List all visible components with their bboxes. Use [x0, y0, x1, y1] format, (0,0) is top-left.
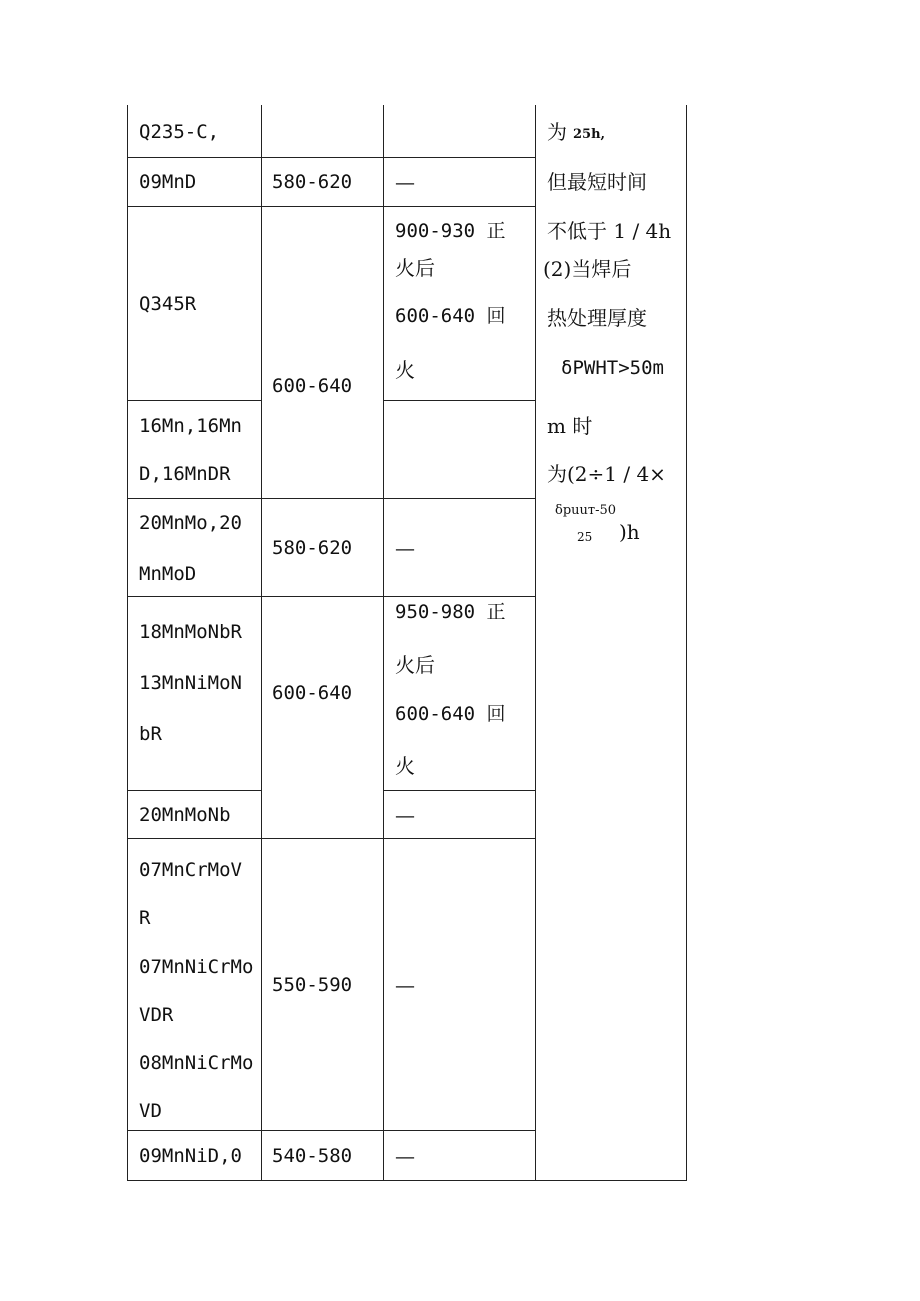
col-line-3 [535, 105, 536, 1181]
note-line-6: δPWHT>50m [561, 357, 664, 379]
cell-material-r8-l4: VDR [139, 1004, 174, 1026]
note-line-9: δpuuт-50 [555, 503, 617, 518]
row-line-4 [127, 498, 535, 499]
note-line-2: 但最短时间 [547, 170, 647, 194]
cell-material-r2: 09MnD [139, 171, 197, 193]
note-line-10b: )h [619, 520, 640, 544]
cell-material-r5-l1: 20MnMo,20 [139, 512, 242, 534]
row-line-5 [127, 596, 535, 597]
col-line-left [127, 105, 128, 1181]
note-line-3: 不低于 1 / 4h [547, 219, 672, 243]
note-line-4: (2)当焊后 [543, 257, 632, 281]
cell-material-r9: 09MnNiD,0 [139, 1145, 242, 1167]
cell-normalize-r5: — [395, 536, 415, 560]
cell-material-r8-l1: 07MnCrMoV [139, 859, 242, 881]
cell-material-r7: 20MnMoNb [139, 804, 231, 826]
cell-material-r8-l3: 07MnNiCrMo [139, 956, 254, 978]
row-line-6b [383, 790, 535, 791]
note-line-10a: 25 [577, 530, 593, 544]
cell-normalize-r3-l1: 900-930 正 [395, 220, 506, 242]
cell-material-r8-l6: VD [139, 1100, 162, 1122]
note-line-7: m 时 [547, 414, 593, 438]
note-line-1a: 为 [547, 120, 567, 144]
cell-normalize-r2: — [395, 170, 415, 194]
cell-material-r6-l2: 13MnNiMoN [139, 672, 242, 694]
cell-material-r6-l1: 18MnMoNbR [139, 621, 242, 643]
cell-material-r8-l5: 08MnNiCrMo [139, 1052, 254, 1074]
cell-temp-r5: 580-620 [272, 537, 353, 559]
cell-temp-r67: 600-640 [272, 682, 353, 704]
col-line-1 [261, 105, 262, 1181]
cell-normalize-r6-l3: 600-640 回 [395, 703, 506, 725]
row-line-bottom [127, 1180, 687, 1181]
col-line-right [686, 105, 687, 1181]
cell-normalize-r6-l4: 火 [395, 754, 415, 778]
row-line-3b [383, 400, 535, 401]
row-line-3a [127, 400, 261, 401]
row-line-2 [127, 206, 535, 207]
col-line-2 [383, 105, 384, 1181]
row-line-8 [127, 1130, 535, 1131]
cell-material-r8-l2: R [139, 907, 151, 929]
cell-temp-r34: 600-640 [272, 375, 353, 397]
cell-material-r3: Q345R [139, 293, 197, 315]
cell-normalize-r6-l1: 950-980 正 [395, 601, 506, 623]
row-line-7 [127, 838, 535, 839]
row-line-1 [127, 157, 535, 158]
cell-temp-r8: 550-590 [272, 974, 353, 996]
cell-temp-r2: 580-620 [272, 171, 353, 193]
cell-normalize-r8: — [395, 973, 415, 997]
note-line-8: 为(2÷1 / 4× [547, 462, 666, 486]
cell-material-r6-l3: bR [139, 723, 162, 745]
cell-material-r4-l1: 16Mn,16Mn [139, 415, 242, 437]
cell-normalize-r3-l4: 火 [395, 358, 415, 382]
note-line-5: 热处理厚度 [547, 306, 647, 330]
cell-normalize-r3-l2: 火后 [395, 256, 435, 280]
cell-material-r4-l2: D,16MnDR [139, 463, 231, 485]
cell-material-r1: Q235-C, [139, 121, 220, 143]
note-line-1b: 25h, [573, 127, 606, 142]
cell-normalize-r6-l2: 火后 [395, 653, 435, 677]
row-line-6a [127, 790, 261, 791]
cell-normalize-r7: — [395, 803, 415, 827]
cell-temp-r9: 540-580 [272, 1145, 353, 1167]
cell-normalize-r9: — [395, 1144, 415, 1168]
cell-normalize-r3-l3: 600-640 回 [395, 305, 506, 327]
cell-material-r5-l2: MnMoD [139, 563, 197, 585]
